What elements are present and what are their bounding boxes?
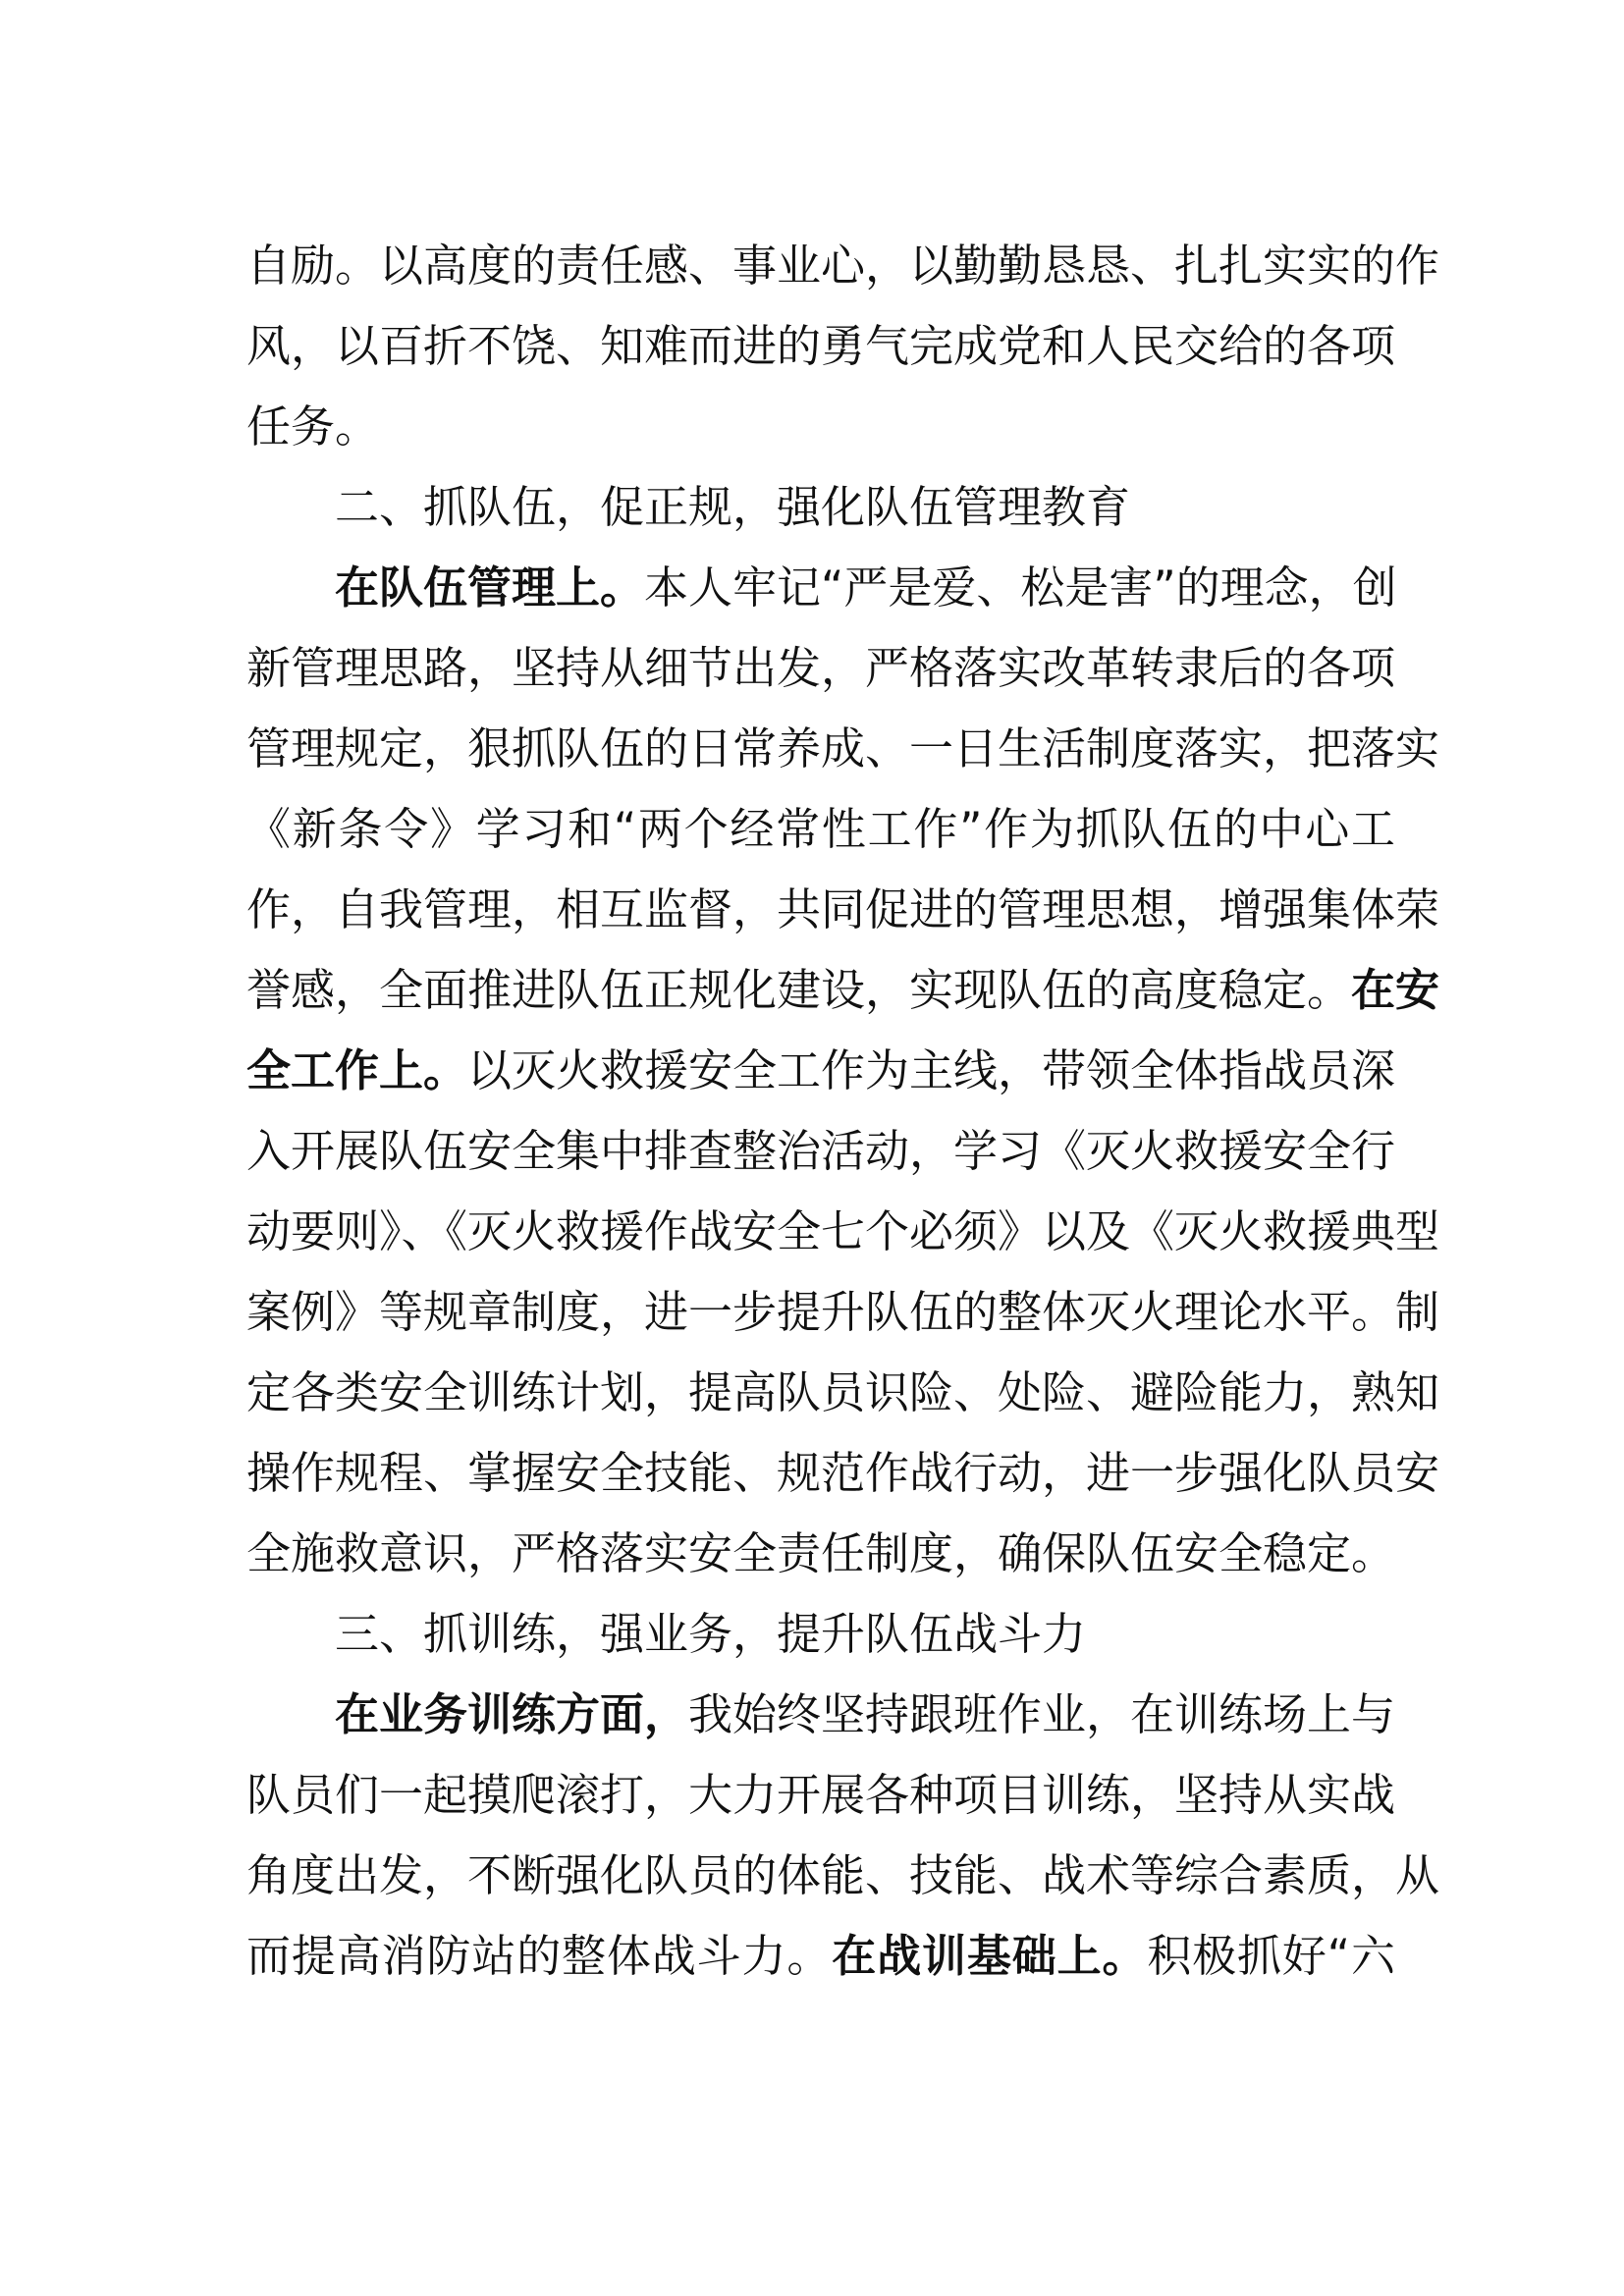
section-heading-3 — [246, 1594, 1395, 1675]
bold-lead: 全工作上。 — [246, 1044, 468, 1096]
text-line — [246, 226, 1440, 306]
bold-lead: 在安 — [1351, 964, 1440, 1016]
text-line — [246, 1031, 1395, 1111]
text-line — [246, 1353, 1440, 1433]
text-line — [246, 1192, 1440, 1272]
text-line — [246, 1836, 1440, 1916]
text-line — [246, 1916, 1395, 1997]
text-run: 风，以百折不饶、知难而进的勇气完成党和人民交给的各项 — [246, 320, 1396, 372]
text-line — [246, 789, 1395, 870]
text-line — [246, 1433, 1440, 1514]
text-line — [246, 628, 1395, 709]
text-line — [246, 1675, 1395, 1755]
text-run: 任务。 — [246, 400, 380, 453]
text-line — [246, 387, 1395, 467]
text-line — [246, 1755, 1395, 1836]
text-run: 全施救意识，严格落实安全责任制度，确保队伍安全稳定。 — [246, 1527, 1396, 1579]
text-run: 管理规定，狠抓队伍的日常养成、一日生活制度落实，把落实 — [246, 722, 1440, 774]
text-run: 《新条令》学习和“两个经常性工作”作为抓队伍的中心工 — [246, 803, 1395, 855]
text-line — [246, 950, 1440, 1031]
text-run: 队员们一起摸爬滚打，大力开展各种项目训练，坚持从实战 — [246, 1769, 1396, 1821]
text-run: 操作规程、掌握安全技能、规范作战行动，进一步强化队员安 — [246, 1447, 1440, 1499]
text-run: 入开展队伍安全集中排查整治活动，学习《灭火救援安全行 — [246, 1125, 1396, 1177]
text-line — [246, 870, 1440, 950]
text-line — [246, 1111, 1395, 1192]
text-run: 自励。以高度的责任感、事业心，以勤勤恳恳、扎扎实实的作 — [246, 240, 1440, 292]
text-run: 本人牢记“严是爱、松是害”的理念，创 — [644, 561, 1397, 614]
body-text — [246, 226, 1440, 1997]
text-run: 以灭火救援安全工作为主线，带领全体指战员深 — [467, 1044, 1396, 1096]
text-run: 定各类安全训练计划，提高队员识险、处险、避险能力，熟知 — [246, 1366, 1440, 1418]
text-run: 作，自我管理，相互监督，共同促进的管理思想，增强集体荣 — [246, 883, 1440, 935]
heading-text: 二、抓队伍，促正规，强化队伍管理教育 — [335, 481, 1131, 533]
text-run: 新管理思路，坚持从细节出发，严格落实改革转隶后的各项 — [246, 642, 1396, 694]
text-line — [246, 1514, 1395, 1594]
text-line — [246, 709, 1440, 789]
text-run: 而提高消防站的整体战斗力。 — [246, 1930, 833, 1982]
bold-lead: 在业务训练方面， — [335, 1688, 689, 1740]
text-run: 积极抓好“六 — [1147, 1930, 1395, 1982]
heading-text: 三、抓训练，强业务，提升队伍战斗力 — [335, 1608, 1087, 1660]
text-line — [246, 306, 1395, 387]
section-heading-2 — [246, 467, 1395, 548]
text-run: 我始终坚持跟班作业，在训练场上与 — [688, 1688, 1396, 1740]
text-line — [246, 1272, 1440, 1353]
text-run: 动要则》、《灭火救援作战安全七个必须》以及《灭火救援典型 — [246, 1205, 1440, 1257]
text-line — [246, 548, 1395, 628]
text-run: 誉感，全面推进队伍正规化建设，实现队伍的高度稳定。 — [246, 964, 1352, 1016]
bold-lead: 在队伍管理上。 — [335, 561, 645, 614]
bold-lead: 在战训基础上。 — [832, 1930, 1148, 1982]
text-run: 角度出发，不断强化队员的体能、技能、战术等综合素质，从 — [246, 1849, 1440, 1901]
text-run: 案例》等规章制度，进一步提升队伍的整体灭火理论水平。制 — [246, 1286, 1440, 1338]
